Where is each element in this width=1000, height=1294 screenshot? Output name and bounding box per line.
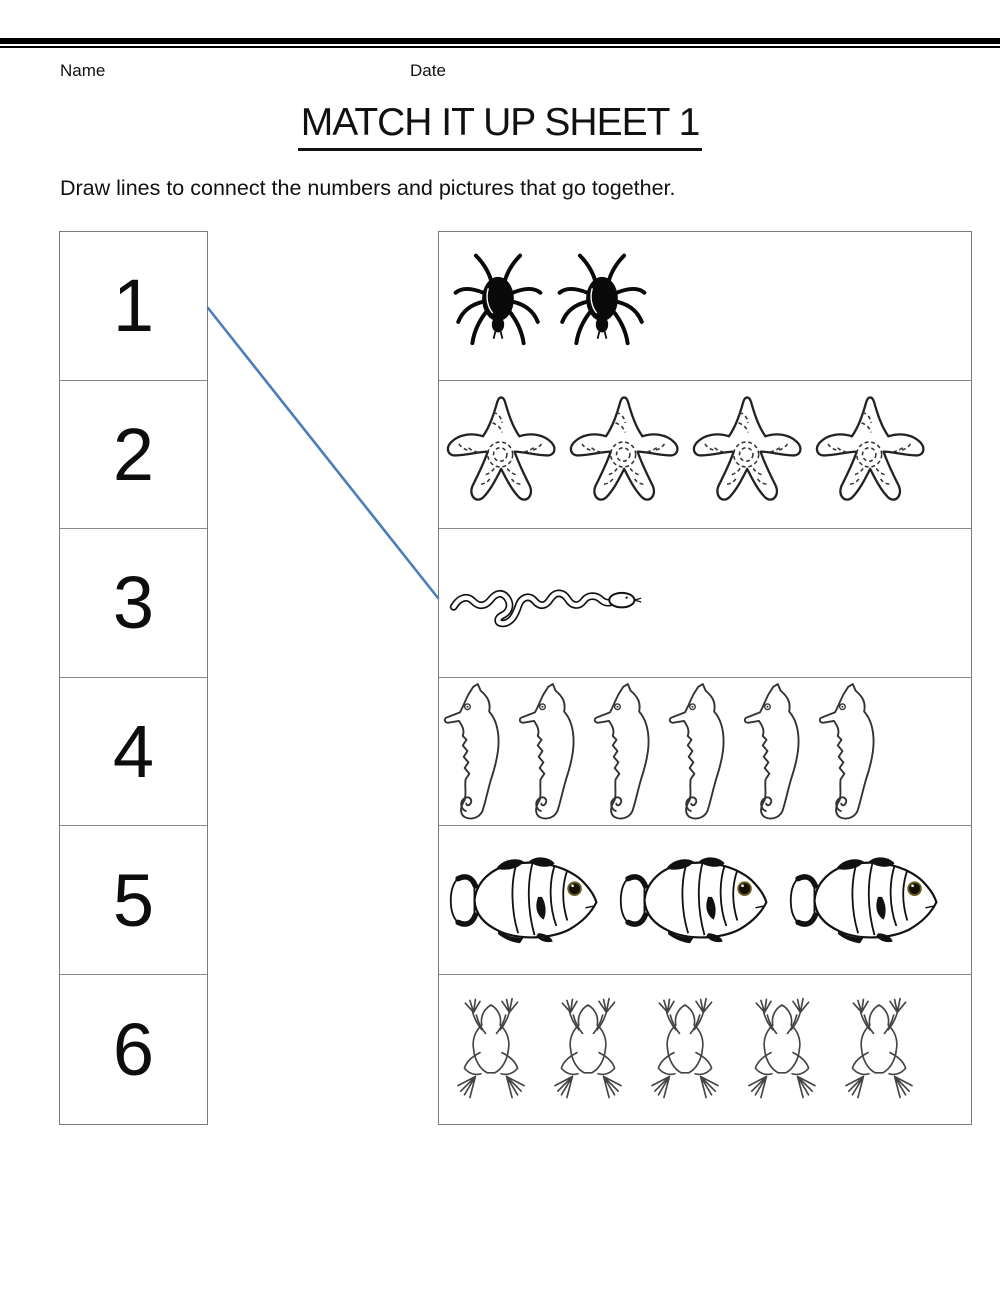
seahorse-icon — [592, 679, 658, 825]
picture-row-clownfish[interactable] — [439, 826, 971, 975]
title-wrap — [0, 101, 1000, 151]
seahorse-icon — [817, 679, 883, 825]
number-cell-6[interactable]: 6 — [112, 1007, 155, 1091]
frog-icon — [447, 992, 535, 1106]
number-cell-2[interactable]: 2 — [60, 381, 207, 530]
number-cell-1[interactable]: 1 — [60, 232, 207, 381]
top-double-rule — [0, 38, 1000, 48]
picture-row-frogs[interactable] — [439, 975, 971, 1124]
picture-row-seahorses[interactable] — [439, 678, 971, 827]
answer-line — [208, 308, 438, 598]
starfish-icon — [568, 396, 688, 513]
name-label: Name — [60, 61, 106, 80]
page-title: MATCH IT UP SHEET 1 — [298, 101, 703, 151]
picture-row-starfish[interactable] — [439, 381, 971, 530]
date-label: Date — [410, 61, 446, 80]
starfish-icon — [814, 396, 934, 513]
seahorse-icon — [742, 679, 808, 825]
seahorse-icon — [442, 679, 508, 825]
spider-icon — [453, 253, 543, 359]
number-cell-5[interactable]: 5 — [60, 826, 207, 975]
frog-icon — [641, 992, 729, 1106]
number-cell-3[interactable]: 3 — [60, 529, 207, 678]
clownfish-icon — [787, 855, 942, 946]
seahorse-icon — [517, 679, 583, 825]
number-cell-4[interactable]: 4 — [60, 678, 207, 827]
starfish-icon — [691, 396, 811, 513]
clownfish-icon — [617, 855, 772, 946]
frog-icon — [835, 992, 923, 1106]
numbers-column — [59, 231, 208, 1125]
instruction-text: Draw lines to connect the numbers and pictures that go together. — [60, 176, 676, 200]
frog-icon — [738, 992, 826, 1106]
pictures-column — [438, 231, 972, 1125]
picture-row-snake[interactable] — [439, 529, 971, 678]
picture-row-spiders[interactable] — [439, 232, 971, 381]
spider-icon — [557, 253, 647, 359]
seahorse-icon — [667, 679, 733, 825]
clownfish-icon — [447, 855, 602, 946]
starfish-icon — [445, 396, 565, 513]
snake-icon — [447, 574, 642, 632]
frog-icon — [544, 992, 632, 1106]
